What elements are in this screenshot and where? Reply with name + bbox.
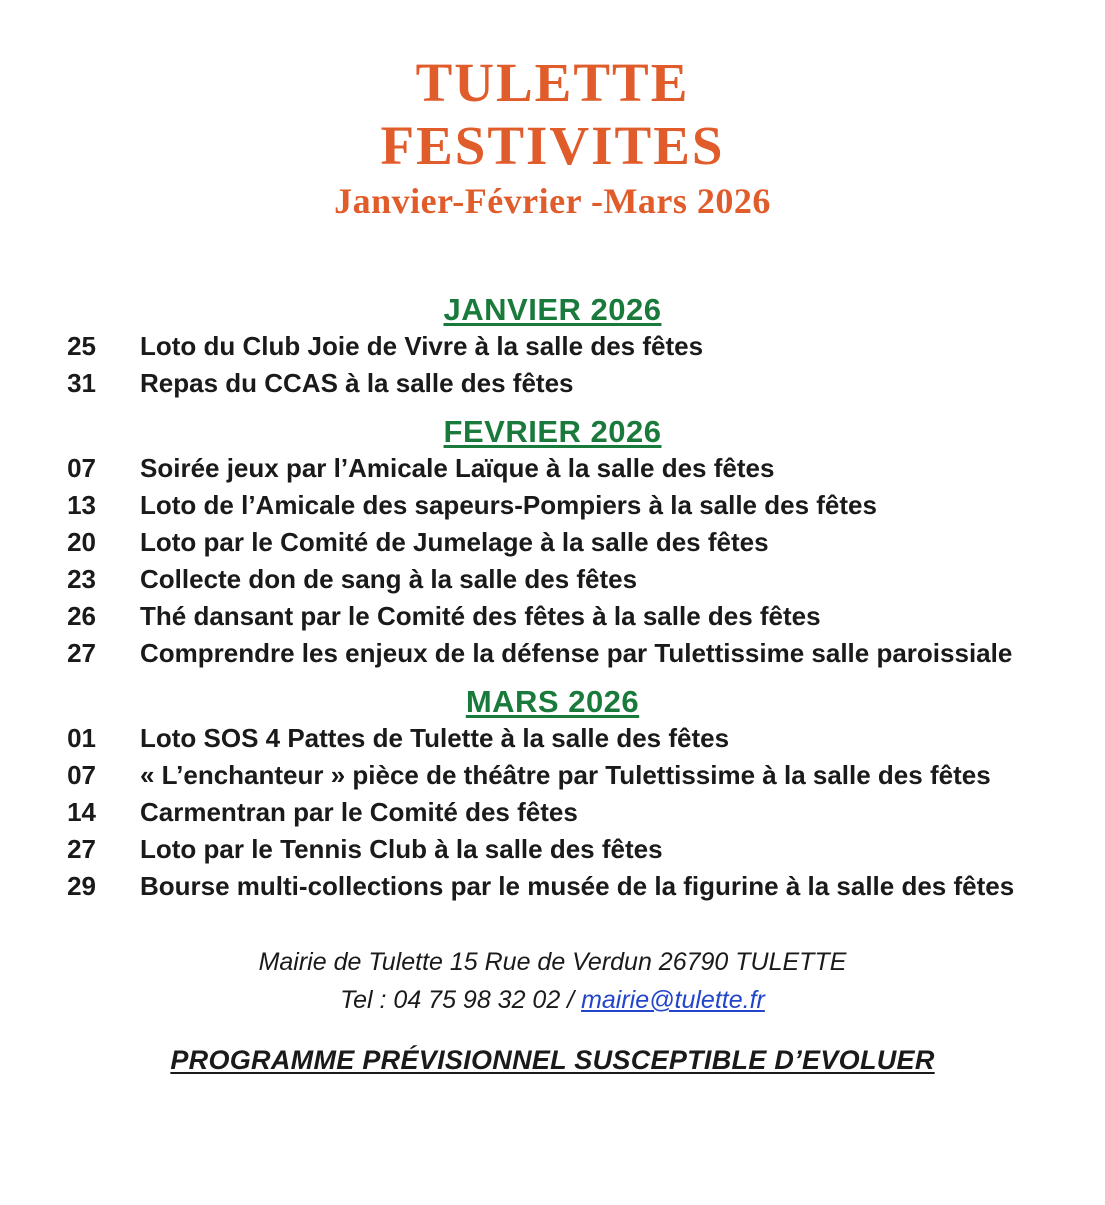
month-heading-janvier: JANVIER 2026: [443, 292, 662, 327]
event-day: 27: [67, 638, 96, 668]
list-item: [0, 524, 1105, 561]
event-list-fevrier: [0, 450, 1105, 672]
event-list-janvier: [0, 328, 1105, 402]
page-subtitle: Janvier-Février -Mars 2026: [334, 181, 771, 221]
event-description: Repas du CCAS à la salle des fêtes: [140, 368, 574, 398]
list-item: [0, 598, 1105, 635]
flyer-header: [0, 0, 1105, 224]
event-description: Soirée jeux par l’Amicale Laïque à la salle des fêtes: [140, 453, 775, 483]
flyer-footer: [0, 943, 1105, 1019]
event-day: 26: [67, 601, 96, 631]
event-description: Loto SOS 4 Pattes de Tulette à la salle des fêtes: [140, 723, 730, 753]
event-day: 14: [67, 797, 96, 827]
event-list-mars: [0, 720, 1105, 905]
event-description: Loto par le Comité de Jumelage à la salle des fêtes: [140, 527, 769, 557]
month-heading-fevrier: FEVRIER 2026: [443, 414, 662, 449]
footer-phone: Tel : 04 75 98 32 02 /: [340, 986, 582, 1014]
event-day: 25: [67, 331, 96, 361]
event-description: « L’enchanteur » pièce de théâtre par Tulettissime à la salle des fêtes: [140, 760, 991, 790]
page-title-line-2: FESTIVITES: [380, 115, 725, 176]
disclaimer-text: PROGRAMME PRÉVISIONNEL SUSCEPTIBLE D’EVOLUER: [170, 1045, 935, 1075]
event-day: 31: [67, 368, 96, 398]
list-item: [0, 635, 1105, 672]
event-day: 20: [67, 527, 96, 557]
event-description: Loto par le Tennis Club à la salle des fêtes: [140, 834, 663, 864]
list-item: [0, 561, 1105, 598]
list-item: [0, 328, 1105, 365]
event-day: 07: [67, 760, 96, 790]
event-description: Bourse multi-collections par le musée de la figurine à la salle des fêtes: [140, 871, 1015, 901]
event-day: 01: [67, 723, 96, 753]
event-description: Collecte don de sang à la salle des fêtes: [140, 564, 638, 594]
event-description: Loto de l’Amicale des sapeurs-Pompiers à la salle des fêtes: [140, 490, 877, 520]
list-item: [0, 487, 1105, 524]
event-description: Carmentran par le Comité des fêtes: [140, 797, 578, 827]
list-item: [0, 720, 1105, 757]
event-day: 29: [67, 871, 96, 901]
event-day: 07: [67, 453, 96, 483]
month-heading-mars: MARS 2026: [465, 684, 640, 719]
list-item: [0, 450, 1105, 487]
event-day: 23: [67, 564, 96, 594]
list-item: [0, 757, 1105, 794]
list-item: [0, 365, 1105, 402]
event-day: 13: [67, 490, 96, 520]
list-item: [0, 831, 1105, 868]
email-link[interactable]: mairie@tulette.fr: [581, 986, 765, 1014]
footer-contact: [0, 981, 1105, 1019]
list-item: [0, 794, 1105, 831]
footer-address: Mairie de Tulette 15 Rue de Verdun 26790 TULETTE: [258, 948, 847, 976]
event-description: Loto du Club Joie de Vivre à la salle des fêtes: [140, 331, 704, 361]
list-item: [0, 868, 1105, 905]
event-description: Thé dansant par le Comité des fêtes à la salle des fêtes: [140, 601, 821, 631]
event-day: 27: [67, 834, 96, 864]
page-title-line-1: TULETTE: [415, 52, 690, 113]
event-description: Comprendre les enjeux de la défense par Tulettissime salle paroissiale: [140, 638, 1013, 668]
